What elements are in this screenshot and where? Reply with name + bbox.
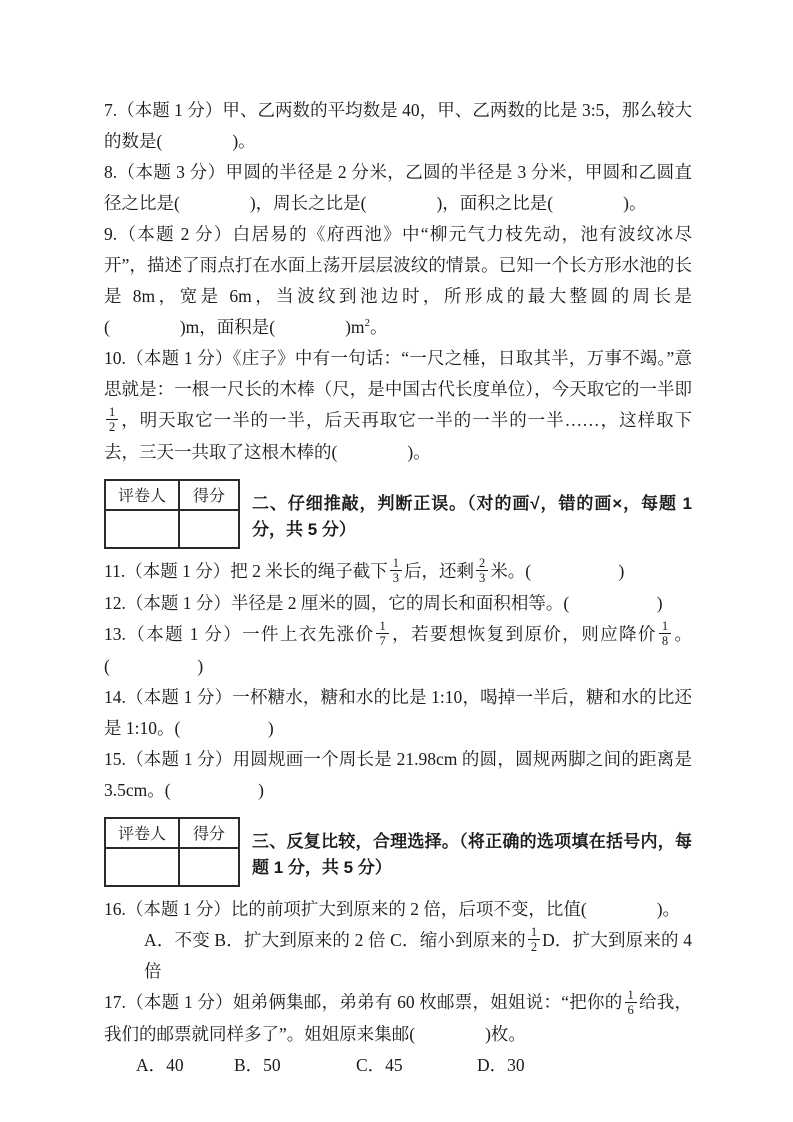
- section-3-title: 三、反复比较，合理选择。（将正确的选项填在括号内，每题 1 分，共 5 分）: [252, 831, 692, 877]
- fraction: $\frac{1}{2}$: [106, 405, 118, 435]
- question-12: 12.（本题 1 分）半径是 2 厘米的圆，它的周长和面积相等。( ): [104, 592, 663, 613]
- question-16: 16.（本题 1 分）比的前项扩大到原来的 2 倍，后项不变，比值( )。: [104, 898, 681, 919]
- fraction: $\frac{1}{3}$: [390, 556, 402, 586]
- question-10: 10.（本题 1 分）《庄子》中有一句话：“一尺之棰，日取其半，万事不竭。”意思就是：一根一尺长的木棒（尺，是中国古代长度单位），今天取它的一半即 $\frac{1}{2}$ ，明天取它一半的一半，后天再取它一半的一半的一半……，这样取下去，三天一共取了这根木棒的( )。: [104, 348, 692, 462]
- fraction: $\frac{1}{2}$: [528, 925, 540, 955]
- section-2-title: 二、仔细推敲，判断正误。（对的画√，错的画×，每题 1 分，共 5 分）: [252, 493, 692, 539]
- question-17-options: [104, 1050, 692, 1081]
- fraction: $\frac{1}{8}$: [659, 619, 671, 649]
- grader-score-box: [104, 817, 240, 887]
- evaluator-blank-cell: [105, 848, 179, 886]
- question-7: 7.（本题 1 分）甲、乙两数的平均数是 40，甲、乙两数的比是 3:5，那么较大的数是( )。: [104, 100, 692, 151]
- score-label: 得分: [179, 480, 239, 510]
- score-blank-cell: [179, 510, 239, 548]
- option-b: B．50: [234, 1055, 281, 1076]
- question-17: 17.（本题 1 分）姐弟俩集邮，弟弟有 60 枚邮票，姐姐说：“把你的 $\frac{1}{6}$ 给我，我们的邮票就同样多了”。姐姐原来集邮( )枚。: [104, 987, 693, 1045]
- grader-box-header-row: [105, 818, 239, 848]
- section-2-header: [104, 479, 692, 549]
- question-9: 9.（本题 2 分）白居易的《府西池》中“柳元气力枝先动，池有波纹冰尽开”，描述了雨点打在水面上荡开层层波纹的情景。已知一个长方形水池的长是 8m，宽是 6m，当波纹到池边时，所形成的最大整圆的周长是( )m，面积是( )$m^2$。: [104, 224, 692, 337]
- question-15: 15.（本题 1 分）用圆规画一个周长是 21.98cm 的圆，圆规两脚之间的距离是 3.5cm。( ): [104, 748, 692, 800]
- score-label: 得分: [179, 818, 239, 848]
- grader-box-blank-row: [105, 848, 239, 886]
- evaluator-label: 评卷人: [105, 818, 179, 848]
- question-16-options: A．不变 B．扩大到原来的 2 倍 C．缩小到原来的 $\frac{1}{2}$ D．扩大到原来的 4 倍: [144, 924, 692, 982]
- option-a: A．40: [136, 1055, 184, 1076]
- section-3-header: [104, 817, 692, 887]
- grader-box-blank-row: [105, 510, 239, 548]
- grader-box-header-row: [105, 480, 239, 510]
- fraction: $\frac{1}{6}$: [625, 988, 637, 1018]
- question-8: 8.（本题 3 分）甲圆的半径是 2 分米，乙圆的半径是 3 分米，甲圆和乙圆直径之比是( )，周长之比是( )，面积之比是( )。: [104, 162, 692, 213]
- evaluator-label: 评卷人: [105, 480, 179, 510]
- question-11: 11.（本题 1 分）把 2 米长的绳子截下 $\frac{1}{3}$ 后，还剩 $\frac{2}{3}$ 米。( ): [104, 555, 625, 586]
- evaluator-blank-cell: [105, 510, 179, 548]
- question-13: 13.（本题 1 分）一件上衣先涨价 $\frac{1}{7}$ ，若要想恢复到原价，则应降价 $\frac{1}{8}$ 。( ): [104, 618, 693, 676]
- question-14: 14.（本题 1 分）一杯糖水，糖和水的比是 1:10，喝掉一半后，糖和水的比还是 1:10。( ): [104, 686, 692, 738]
- option-d: D．30: [477, 1055, 525, 1076]
- option-c: C．45: [356, 1055, 403, 1076]
- page-content: [104, 95, 692, 1081]
- fraction: $\frac{1}{7}$: [376, 619, 388, 649]
- grader-score-box: [104, 479, 240, 549]
- fraction: $\frac{2}{3}$: [476, 556, 488, 586]
- score-blank-cell: [179, 848, 239, 886]
